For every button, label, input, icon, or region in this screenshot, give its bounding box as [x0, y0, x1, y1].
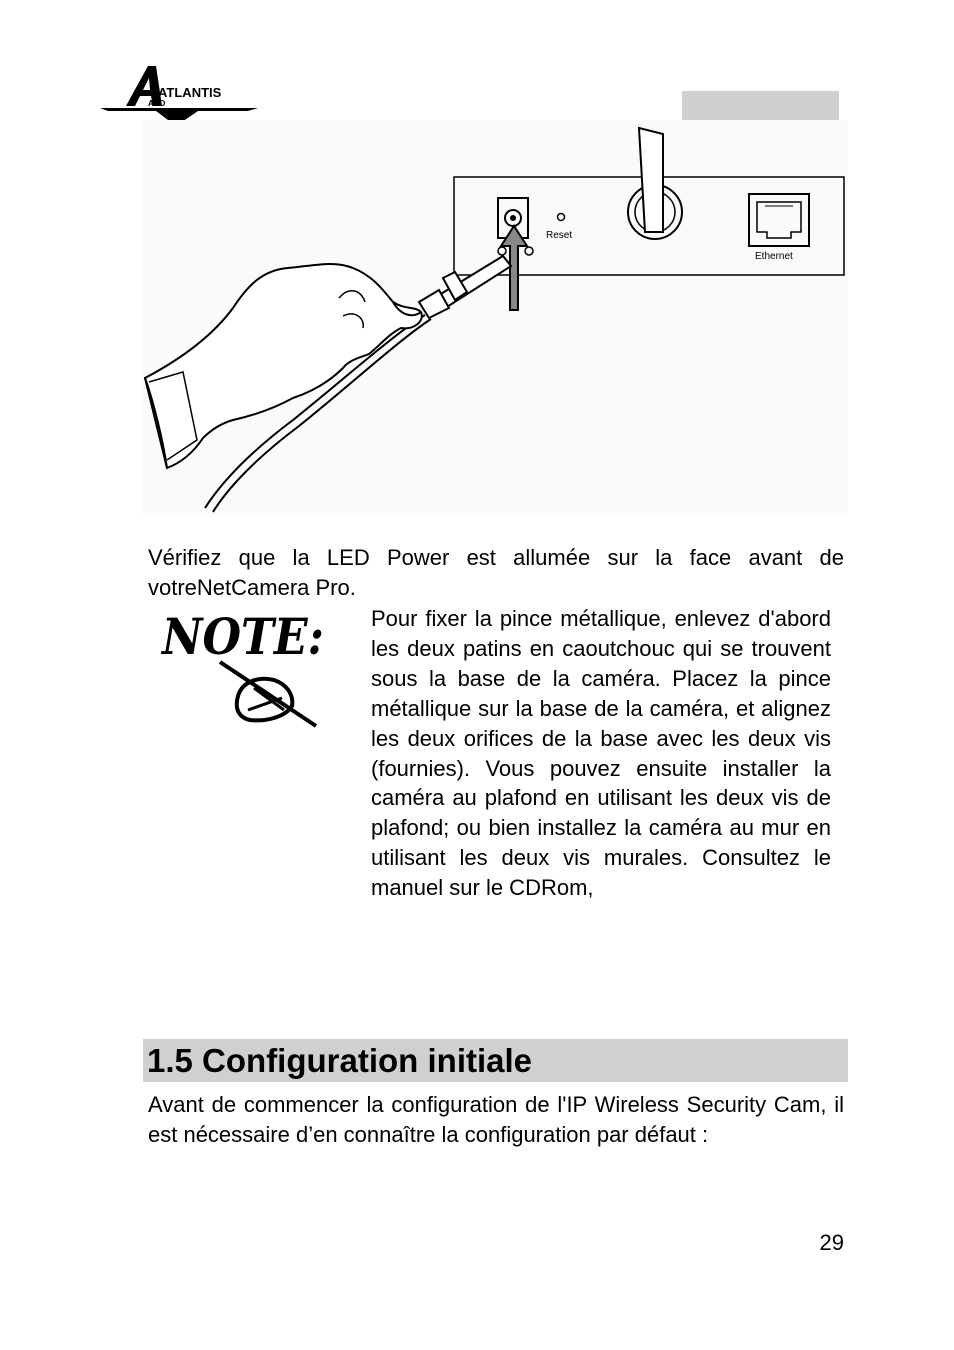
logo-subtext: AND — [148, 99, 166, 108]
section-heading: 1.5 Configuration initiale — [143, 1039, 848, 1082]
note-text: Pour fixer la pince métallique, enlevez d'abord les deux patins en caoutchouc qui se trouvent sous la base de la caméra. Placez la pince métallique sur la base de la caméra, et alignez les deux orifices de la base avec les deux vis (fournies). Vous pouvez ensuite installer la caméra au plafond en utilisant les deux vis de plafond; ou bien installez la caméra au mur en utilisant les deux vis murales. Consultez le manuel sur le CDRom, — [371, 606, 831, 901]
page-number: 29 — [819, 1230, 844, 1255]
note-icon — [158, 600, 328, 730]
logo-text: ATLANTIS — [158, 85, 222, 100]
power-connection-illustration — [143, 120, 848, 515]
config-paragraph: Avant de commencer la configuration de l'IP Wireless Security Cam, il est nécessaire d’en connaître la configuration par défaut : — [148, 1092, 844, 1147]
reset-label: Reset — [546, 230, 573, 241]
led-check-paragraph: Vérifiez que la LED Power est allumée sur la face avant de votreNetCamera Pro. — [148, 545, 844, 600]
note-label: NOTE: — [160, 607, 324, 666]
ethernet-label: Ethernet — [755, 251, 793, 262]
